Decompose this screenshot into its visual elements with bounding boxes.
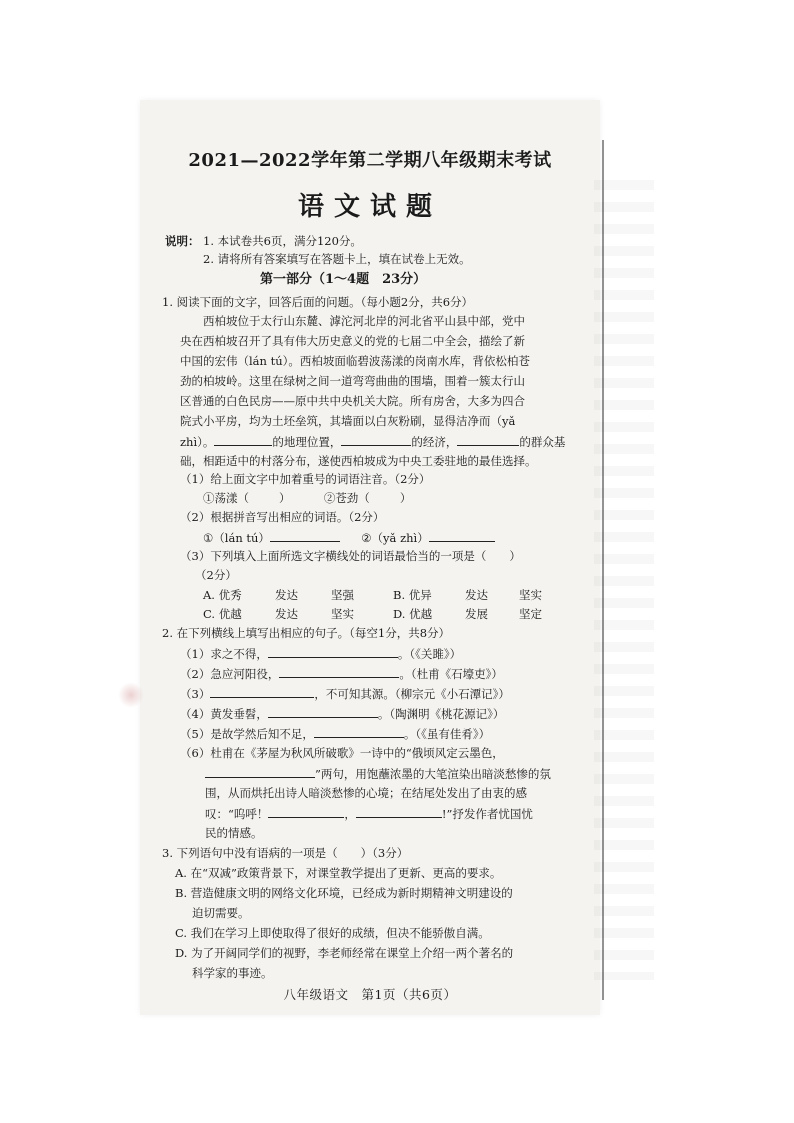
q1-sub1-item-a: ①荡漾（ <box>203 491 249 505</box>
bleed-through-texture <box>594 180 654 980</box>
instruction-1: 1. 本试卷共6页，满分120分。 <box>203 234 362 248</box>
q3-option-b-cont: 迫切需要。 <box>192 906 250 920</box>
q1-passage-seg: 的经济， <box>411 435 458 449</box>
q1-passage-last: 础，相距适中的村落分布，遂使西柏坡成为中央工委驻地的最佳选择。 <box>180 454 537 468</box>
q3-option-d-cont: 科学家的事迹。 <box>192 966 273 980</box>
q2-blank[interactable] <box>210 686 314 698</box>
q2-item-post: ，不可知其源。（柳宗元《小石潭记》） <box>314 687 510 701</box>
q2-blank[interactable] <box>268 806 344 818</box>
q1-passage-line: 院式小平房，均为土坯垒筑，其墙面以白灰粉刷，显得洁净而（yǎ <box>180 414 516 428</box>
q2-item-6-line4 <box>205 806 533 821</box>
option-text: 发达 <box>465 588 488 602</box>
q3-stem: 3. 下列语句中没有语病的一项是（ ）（3分） <box>162 846 409 860</box>
q1-passage-line: 西柏坡位于太行山东麓、滹沱河北岸的河北省平山县中部，党中 <box>203 314 525 328</box>
q2-item-4 <box>180 706 504 721</box>
q1-passage-seg: 的地理位置， <box>272 435 342 449</box>
option-text: 坚强 <box>331 588 354 602</box>
q2-item6-text: ”两句，用饱蘸浓墨的大笔渲染出暗淡愁惨的氛 <box>315 767 551 781</box>
q3-option-b[interactable]: B. 营造健康文明的网络文化环境，已经成为新时期精神文明建设的 <box>175 886 513 900</box>
instruction-2: 2. 请将所有答案填写在答题卡上，填在试卷上无效。 <box>203 252 471 266</box>
option-text: 发达 <box>275 588 298 602</box>
q2-blank[interactable] <box>279 666 399 678</box>
exam-title: 2021—2022学年第二学期八年级期末考试 <box>188 150 552 171</box>
q1-passage-seg: 的群众基 <box>519 435 566 449</box>
q1-passage-line: 央在西柏坡召开了具有伟大历史意义的党的七届二中全会，描绘了新 <box>180 334 525 348</box>
stain-mark <box>118 682 144 708</box>
q2-blank[interactable] <box>268 646 398 658</box>
q2-blank[interactable] <box>314 726 404 738</box>
option-text: 坚实 <box>519 588 542 602</box>
q1-sub1-answers <box>203 491 411 505</box>
q2-blank[interactable] <box>268 706 378 718</box>
q1-stem: 1. 阅读下面的文字，回答后面的问题。（每小题2分，共6分） <box>162 295 474 309</box>
q2-blank[interactable] <box>205 766 315 778</box>
q2-item-pre: （5）是故学然后知不足， <box>180 727 314 741</box>
q1-option-d[interactable] <box>393 607 542 621</box>
option-text: 发达 <box>275 607 298 621</box>
q1-option-c[interactable] <box>203 607 354 621</box>
option-text: 坚实 <box>331 607 354 621</box>
subject-title: 语文试题 <box>297 192 442 222</box>
q1-blank-1[interactable] <box>214 434 272 446</box>
q1-sub2-blank-a[interactable] <box>270 530 340 542</box>
q2-item-6-line3: 围，从而烘托出诗人暗淡愁惨的心境；在结尾处发出了由衷的感 <box>205 786 527 800</box>
q2-blank[interactable] <box>356 806 442 818</box>
q2-item-post: 。（《关雎》） <box>397 647 462 661</box>
q1-blank-3[interactable] <box>457 434 519 446</box>
option-text: D. 优越 <box>393 607 433 621</box>
q2-item-pre: （3） <box>180 687 211 701</box>
q1-passage-line: 区普通的白色民房——原中共中央机关大院。所有房舍，大多为四合 <box>180 394 525 408</box>
q2-item-post: 。（杜甫《石壕吏》） <box>399 667 503 681</box>
q1-sub1: （1）给上面文字中加着重号的词语注音。（2分） <box>180 472 431 486</box>
q2-item-post: 。（《虽有佳肴》） <box>403 727 491 741</box>
q1-blank-2[interactable] <box>341 434 411 446</box>
q1-sub2-answers <box>203 530 495 545</box>
option-text: 发展 <box>465 607 488 621</box>
q1-sub1-item-b: ②苍劲（ <box>323 491 370 505</box>
instructions-label: 说明： <box>165 234 200 248</box>
q2-item-pre: （4）黄发垂髫， <box>180 707 268 721</box>
q2-item-1 <box>180 646 461 661</box>
q1-sub3: （3）下列填入上面所选文字横线处的词语最恰当的一项是（ ） <box>180 549 521 563</box>
option-text: 坚定 <box>519 607 542 621</box>
q1-sub2-item-a: ①（lán tú） <box>203 531 270 545</box>
q1-passage-line: 中国的宏伟（lán tú）。西柏坡面临碧波荡漾的岗南水库，背依松柏苍 <box>180 354 530 368</box>
q1-sub1-close-b: ） <box>399 491 412 505</box>
q2-item-6-line2 <box>205 766 551 781</box>
q1-passage-line-6 <box>180 434 565 449</box>
q1-sub2-blank-b[interactable] <box>429 530 495 542</box>
q2-item-post: 。（陶渊明《桃花源记》） <box>377 707 505 721</box>
q3-option-c[interactable]: C. 我们在学习上即使取得了很好的成绩，但决不能骄傲自满。 <box>175 926 490 940</box>
q1-passage-zhi: zhì）。 <box>180 435 215 449</box>
q1-option-b[interactable] <box>393 588 542 602</box>
q2-item-6: （6）杜甫在《茅屋为秋风所破歌》一诗中的“俄顷风定云墨色， <box>180 746 504 760</box>
q1-sub2: （2）根据拼音写出相应的词语。（2分） <box>180 510 385 524</box>
q3-option-a[interactable]: A. 在“双减”政策背景下，对课堂教学提出了更新、更高的要求。 <box>175 866 502 880</box>
section-1-heading: 第一部分（1～4题 23分） <box>260 272 427 287</box>
q2-item6-text: 叹：“呜呼！ <box>205 807 269 821</box>
q1-passage-line: 劲的柏坡岭。这里在绿树之间一道弯弯曲曲的围墙，围着一簇太行山 <box>180 374 525 388</box>
q2-item-6-line5: 民的情感。 <box>205 826 263 840</box>
q3-option-d[interactable]: D. 为了开阔同学们的视野，李老师经常在课堂上介绍一两个著名的 <box>175 946 514 960</box>
q2-item-3 <box>180 686 510 701</box>
option-text: C. 优越 <box>203 607 242 621</box>
q1-sub1-close-a: ） <box>279 491 291 505</box>
q2-item6-text: !”抒发作者忧国忧 <box>441 807 533 821</box>
option-text: B. 优异 <box>393 588 432 602</box>
q2-item-2 <box>180 666 503 681</box>
option-text: A. 优秀 <box>203 588 242 602</box>
q2-item6-text: ， <box>344 807 356 821</box>
q2-item-pre: （1）求之不得， <box>180 647 268 661</box>
q1-sub2-item-b: ②（yǎ zhì） <box>361 531 429 545</box>
q2-item-pre: （2）急应河阳役， <box>180 667 280 681</box>
q2-stem: 2. 在下列横线上填写出相应的句子。（每空1分，共8分） <box>162 626 451 640</box>
page-footer: 八年级语文 第1页（共6页） <box>283 987 457 1002</box>
q2-item-5 <box>180 726 490 741</box>
q1-option-a[interactable] <box>203 588 354 602</box>
q1-sub3-points: （2分） <box>195 568 237 582</box>
